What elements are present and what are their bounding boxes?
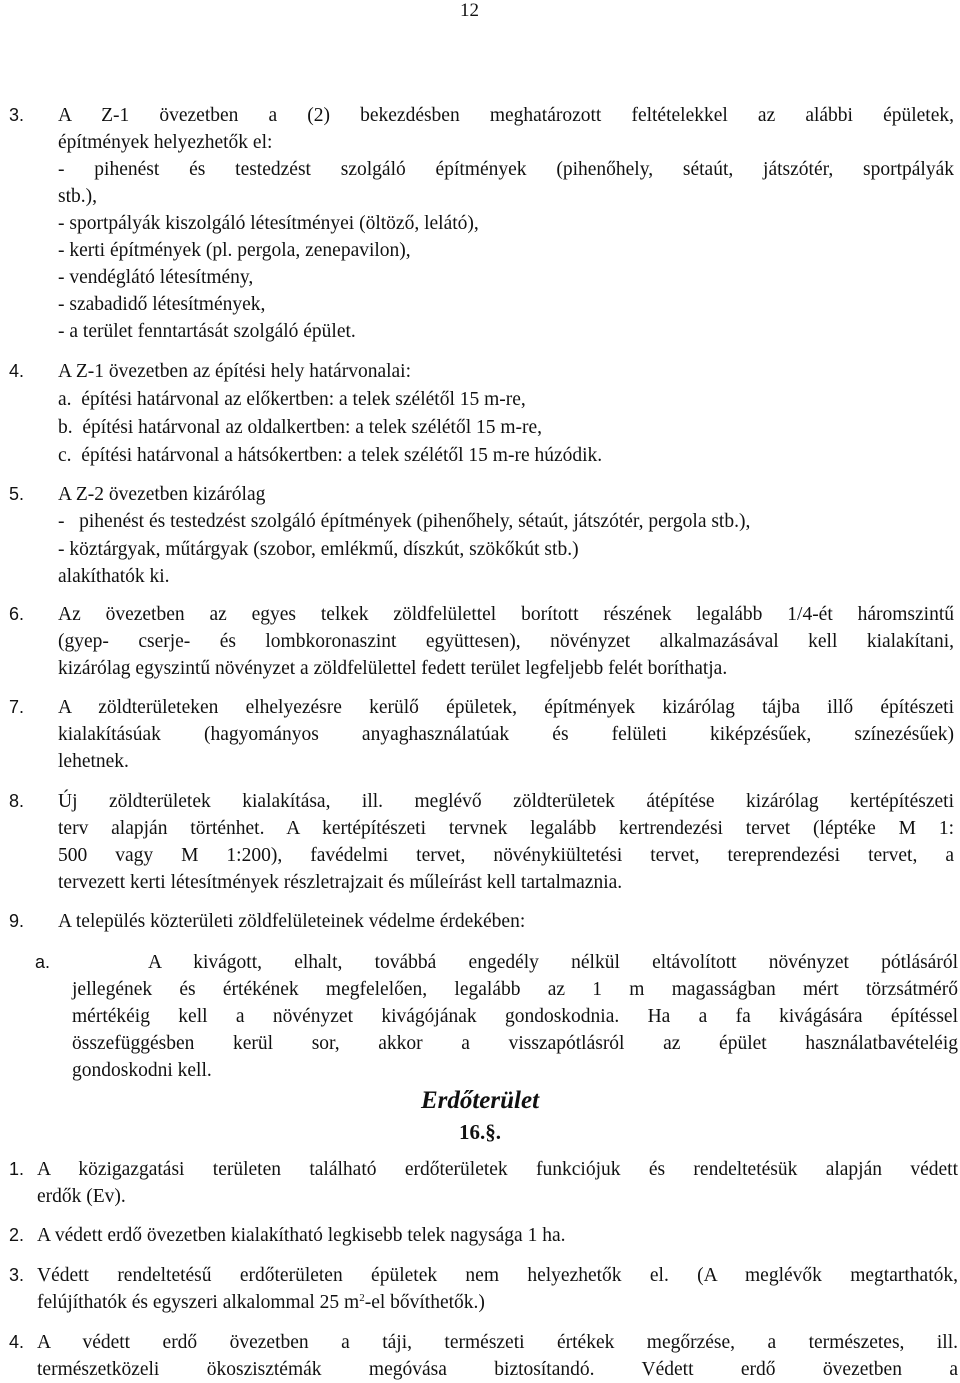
paragraph-line: tervezett kerti létesítmények részletrajzait és műleírást kell tartalmaznia. (58, 872, 623, 893)
paragraph-line: A település közterületi zöldfelületeinek védelme érdekében: (58, 911, 526, 932)
paragraph-line: lehetnek. (58, 751, 129, 772)
paragraph-line: Az övezetben az egyes telkek zöldfelülettel borított részének legalább 1/4-ét háromszintű (58, 604, 954, 625)
section-title: Erdőterület (420, 1087, 540, 1114)
paragraph-line: kialakításúak (hagyományos anyaghasználatúak és felületi kiképzésűek, színezésűek) (58, 724, 954, 745)
item-number: 5. (9, 484, 25, 504)
list-item: - sportpályák kiszolgáló létesítményei (öltöző, lelátó), (58, 213, 479, 234)
list-item: - pihenést és testedzést szolgáló építmények (pihenőhely, sétaút, játszótér, pergola stb.), (58, 511, 751, 532)
list-item: a. építési határvonal az előkertben: a telek szélétől 15 m-re, (58, 389, 526, 410)
item-number: 9. (9, 911, 25, 931)
paragraph-line: összefüggésben kerül sor, akkor a visszapótlásról az épület használatbavételéig (72, 1033, 958, 1054)
list-item: c. építési határvonal a hátsókertben: a telek szélétől 15 m-re húzódik. (58, 445, 603, 466)
paragraph-line: természetközeli ökoszisztémák megóvása biztosítandó. Védett erdő övezetben a (37, 1359, 958, 1380)
text-segment: -el bővíthetők.) (364, 1292, 485, 1313)
item-number: 4. (9, 1332, 25, 1352)
item-number: 6. (9, 604, 25, 624)
paragraph-line: 500 vagy M 1:200), favédelmi tervet, növénykiültetési tervet, tereprendezési tervet, a (58, 845, 954, 866)
list-item: stb.), (58, 186, 97, 207)
paragraph-line: A Z-2 övezetben kizárólag (58, 484, 266, 505)
list-item: - a terület fenntartását szolgáló épület. (58, 321, 356, 342)
paragraph-line: A kivágott, elhalt, továbbá engedély nélkül eltávolított növényzet pótlásáról (148, 952, 958, 973)
text-segment: felújíthatók és egyszeri alkalommal 25 m (37, 1292, 360, 1313)
paragraph-line (37, 1293, 485, 1313)
item-number: 1. (9, 1159, 25, 1179)
paragraph-line: (gyep- cserje- és lombkoronaszint együttesen), növényzet alkalmazásával kell kialakítani, (58, 631, 954, 652)
item-number: 7. (9, 697, 25, 717)
section-number: 16.§. (459, 1120, 501, 1144)
paragraph-line: jellegének és értékének megfelelően, legalább az 1 m magasságban mért törzsátmérő (72, 979, 958, 1000)
paragraph-line: A védett erdő övezetben a táji, természeti értékek megőrzése, a természetes, ill. (37, 1332, 958, 1353)
paragraph-line: Új zöldterületek kialakítása, ill. meglévő zöldterületek átépítése kizárólag kertépítészeti (58, 791, 954, 812)
paragraph-line: mértékéig kell a növényzet kivágójának gondoskodnia. Ha a fa kivágására építéssel (72, 1006, 958, 1027)
list-item: - kerti építmények (pl. pergola, zenepavilon), (58, 240, 411, 261)
item-number: 8. (9, 791, 25, 811)
page-number: 12 (460, 0, 479, 21)
item-number: 3. (9, 105, 25, 125)
item-number: 4. (9, 361, 25, 381)
paragraph-line: erdők (Ev). (37, 1186, 126, 1207)
paragraph-line: kizárólag egyszintű növényzet a zöldfelülettel fedett terület legfeljebb felét boríthatja. (58, 658, 728, 679)
paragraph-line: A zöldterületeken elhelyezésre kerülő épületek, építmények kizárólag tájba illő építészeti (58, 697, 954, 718)
superscript: 2 (359, 1292, 365, 1304)
list-item: b. építési határvonal az oldalkertben: a telek szélétől 15 m-re, (58, 417, 543, 438)
paragraph-line: A védett erdő övezetben kialakítható legkisebb telek nagysága 1 ha. (37, 1225, 566, 1246)
list-item: - pihenést és testedzést szolgáló építmények (pihenőhely, sétaút, játszótér, sportpályák (58, 159, 954, 180)
item-number: 3. (9, 1265, 25, 1285)
paragraph-line: alakíthatók ki. (58, 566, 170, 587)
paragraph-line: terv alapján történhet. A kertépítészeti tervnek legalább kertrendezési tervet (léptéke M 1: (58, 818, 954, 839)
paragraph-line: Védett rendeltetésű erdőterületen épületek nem helyezhetők el. (A meglévők megtarthatók, (37, 1265, 958, 1286)
sub-item-label: a. (35, 952, 51, 972)
paragraph-line: A Z-1 övezetben az építési hely határvonalai: (58, 361, 412, 382)
paragraph-line: A Z-1 övezetben a (2) bekezdésben meghatározott feltételekkel az alábbi épületek, (58, 105, 954, 126)
paragraph-line: A közigazgatási területen található erdőterületek funkciójuk és rendeltetésük alapján védett (37, 1159, 958, 1180)
list-item: - köztárgyak, műtárgyak (szobor, emlékmű, díszkút, szökőkút stb.) (58, 539, 579, 560)
list-item: - vendéglátó létesítmény, (58, 267, 254, 288)
paragraph-line: építmények helyezhetők el: (58, 132, 273, 153)
list-item: - szabadidő létesítmények, (58, 294, 266, 315)
paragraph-line: gondoskodni kell. (72, 1060, 212, 1081)
item-number: 2. (9, 1225, 25, 1245)
